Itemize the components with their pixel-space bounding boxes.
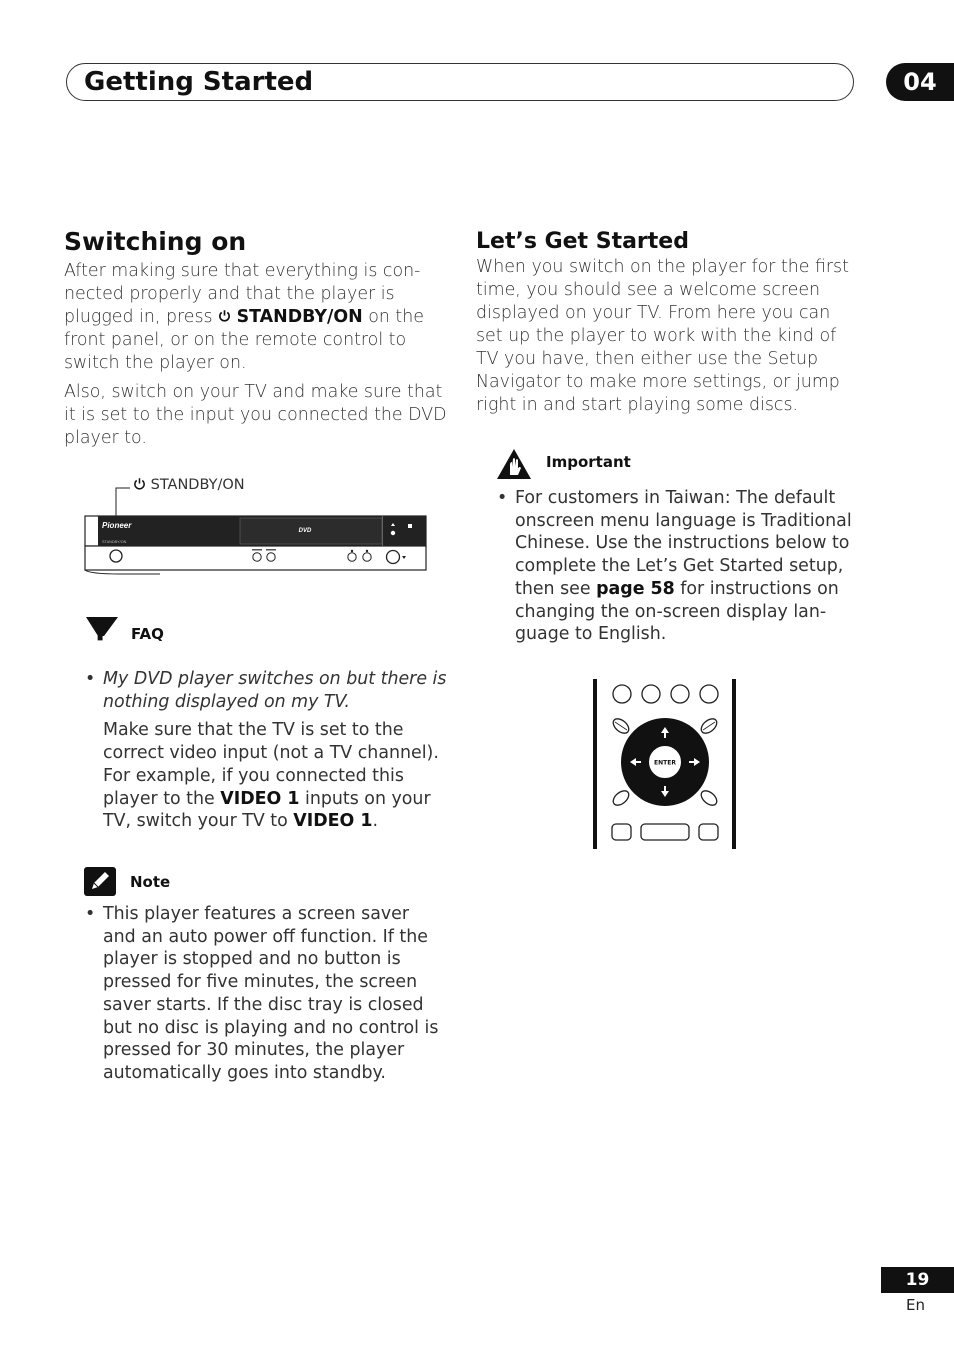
faq-answer-text-end: .: [372, 811, 379, 832]
note-item: • This player features a screen saver and an auto power off function. If the player is stopped and no button is pressed for five minutes, the screen saver starts. If the disc tray is closed but no disc is playing and no control is pressed for 30 minutes, the player automatically goes into standby.: [85, 903, 447, 1085]
faq-answer-text-mid: inputs on your TV, switch your TV to: [103, 788, 431, 832]
lets-get-started-para: When you switch on the player for the first time, you should see a welcome screen displayed on your TV. From here you can set up the player to work with the kind of TV you have, then either use the Setup Navigator to make more settings, or jump right in and start playing some discs.: [476, 257, 849, 415]
important-warning-icon: [496, 447, 532, 481]
dvd-player-front-panel: [80, 480, 430, 580]
note-list: [85, 903, 447, 1085]
page-language: En: [906, 1296, 925, 1314]
page-reference: page 58: [596, 578, 675, 599]
note-label: Note: [130, 873, 171, 891]
para1-text-end: on the front panel, or on the remote control to switch the player on.: [64, 307, 424, 373]
enter-label: ENTER: [654, 759, 676, 767]
faq-item: [85, 668, 447, 833]
chapter-title: Getting Started: [84, 67, 314, 97]
switching-on-body: [64, 260, 449, 456]
page-number: 19: [881, 1267, 954, 1293]
power-icon: [218, 309, 231, 323]
important-text: For customers in Taiwan: The default onscreen menu language is Traditional Chinese. Use the instructions below to complete the Let’s Get Started setup, then see: [515, 488, 852, 599]
video1-term: VIDEO 1: [293, 811, 373, 832]
panel-standby-text: STANDBY/ON: [102, 540, 127, 544]
switching-on-heading: Switching on: [64, 227, 247, 256]
important-item: [497, 487, 857, 646]
chapter-number-tab: [886, 63, 954, 101]
svg-text:?: ?: [92, 614, 110, 647]
lets-get-started-heading: Let’s Get Started: [476, 229, 689, 254]
faq-question: • My DVD player switches on but there is nothing displayed on my TV.: [103, 669, 447, 712]
switching-on-para1: [64, 260, 449, 375]
para1-text: After making sure that everything is connected properly and that the player is plugged in, press: [64, 261, 421, 327]
important-list: [497, 487, 857, 646]
important-label: Important: [546, 453, 631, 471]
chapter-number: 04: [903, 68, 937, 96]
faq-list: [85, 668, 447, 833]
faq-label: FAQ: [131, 625, 164, 643]
dvd-logo: DVD: [298, 528, 312, 534]
standby-on-key: STANDBY/ON: [236, 307, 363, 327]
pioneer-logo: Pioneer: [102, 521, 132, 530]
note-pencil-icon: [84, 867, 116, 896]
video1-term: VIDEO 1: [220, 788, 300, 809]
lets-get-started-body: [476, 256, 856, 423]
switching-on-para2: Also, switch on your TV and make sure that it is set to the input you connected the DVD player to.: [64, 382, 447, 448]
faq-answer-text: Make sure that the TV is set to the correct video input (not a TV channel). For example, if you connected this player to the: [103, 720, 439, 809]
figure-label-text: STANDBY/ON: [150, 477, 245, 493]
faq-answer: [103, 719, 447, 833]
faq-icon: [84, 614, 120, 648]
important-text-end: for instructions on changing the on-screen display language to English.: [515, 578, 839, 645]
remote-control-illustration: [590, 676, 740, 854]
standby-button: [110, 550, 122, 562]
